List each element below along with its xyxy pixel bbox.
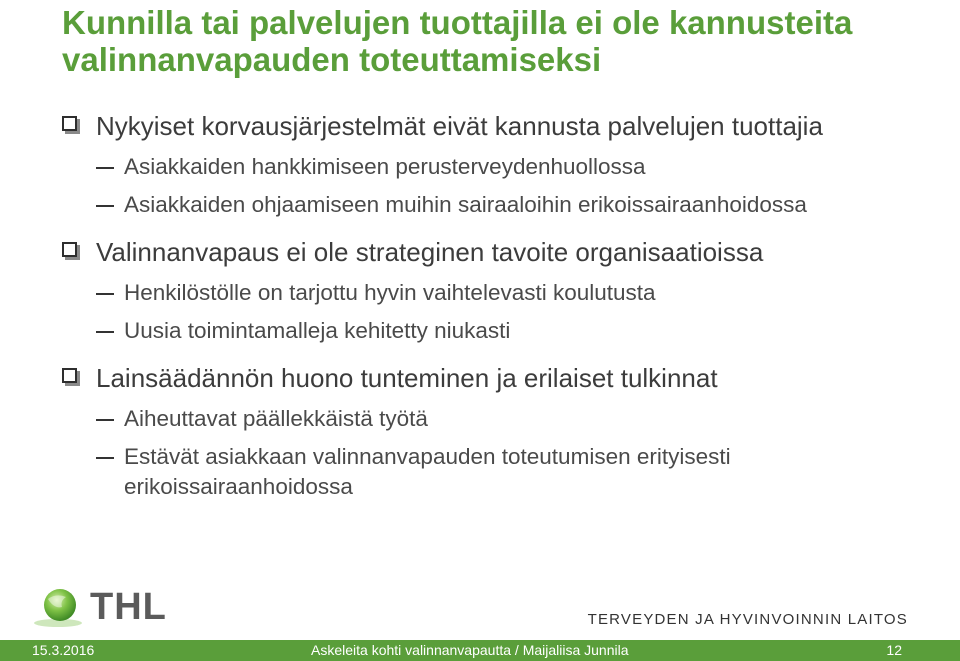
- sub-bullet-1-2: [62, 190, 942, 220]
- footer-date: 15.3.2016: [32, 642, 95, 658]
- bullet-2: [62, 236, 942, 268]
- dash-bullet-icon: [96, 457, 114, 459]
- checkbox-bullet-icon: [62, 116, 77, 131]
- sub-bullet-text: Aiheuttavat päällekkäistä työtä: [124, 406, 428, 431]
- checkbox-bullet-icon: [62, 368, 77, 383]
- checkbox-bullet-icon: [62, 242, 77, 257]
- organization-name: TERVEYDEN JA HYVINVOINNIN LAITOS: [587, 611, 908, 628]
- bullet-text: Nykyiset korvausjärjestelmät eivät kannusta palvelujen tuottajia: [96, 111, 823, 141]
- dash-bullet-icon: [96, 293, 114, 295]
- sub-bullet-2-2: [62, 316, 942, 346]
- footer-bar: [0, 640, 960, 661]
- bullet-text: Lainsäädännön huono tunteminen ja erilaiset tulkinnat: [96, 363, 718, 393]
- bullet-text: Valinnanvapaus ei ole strateginen tavoite organisaatioissa: [96, 237, 764, 267]
- dash-bullet-icon: [96, 205, 114, 207]
- slide-title: Kunnilla tai palvelujen tuottajilla ei ole kannusteita valinnanvapauden toteuttamiseksi: [62, 4, 853, 78]
- sub-bullet-1-1: [62, 152, 942, 182]
- dash-bullet-icon: [96, 419, 114, 421]
- sub-bullet-text: Henkilöstölle on tarjottu hyvin vaihtelevasti koulutusta: [124, 280, 656, 305]
- sub-bullet-3-1: [62, 404, 942, 434]
- sub-bullet-text: Estävät asiakkaan valinnanvapauden toteutumisen erityisesti erikoissairaanhoidossa: [124, 444, 731, 499]
- bullet-1: [62, 110, 942, 142]
- footer-presentation-title: Askeleita kohti valinnanvapautta / Maijaliisa Junnila: [311, 642, 629, 658]
- sub-bullet-text: Uusia toimintamalleja kehitetty niukasti: [124, 318, 511, 343]
- sub-bullet-3-2: [62, 442, 942, 502]
- dash-bullet-icon: [96, 331, 114, 333]
- sub-bullet-2-1: [62, 278, 942, 308]
- sub-bullet-text: Asiakkaiden hankkimiseen perusterveydenhuollossa: [124, 154, 646, 179]
- footer-page-number: 12: [886, 642, 902, 658]
- dash-bullet-icon: [96, 167, 114, 169]
- slide-content: [62, 110, 942, 510]
- bullet-3: [62, 362, 942, 394]
- thl-logo-text: THL: [90, 586, 167, 628]
- sub-bullet-text: Asiakkaiden ohjaamiseen muihin sairaaloihin erikoissairaanhoidossa: [124, 192, 807, 217]
